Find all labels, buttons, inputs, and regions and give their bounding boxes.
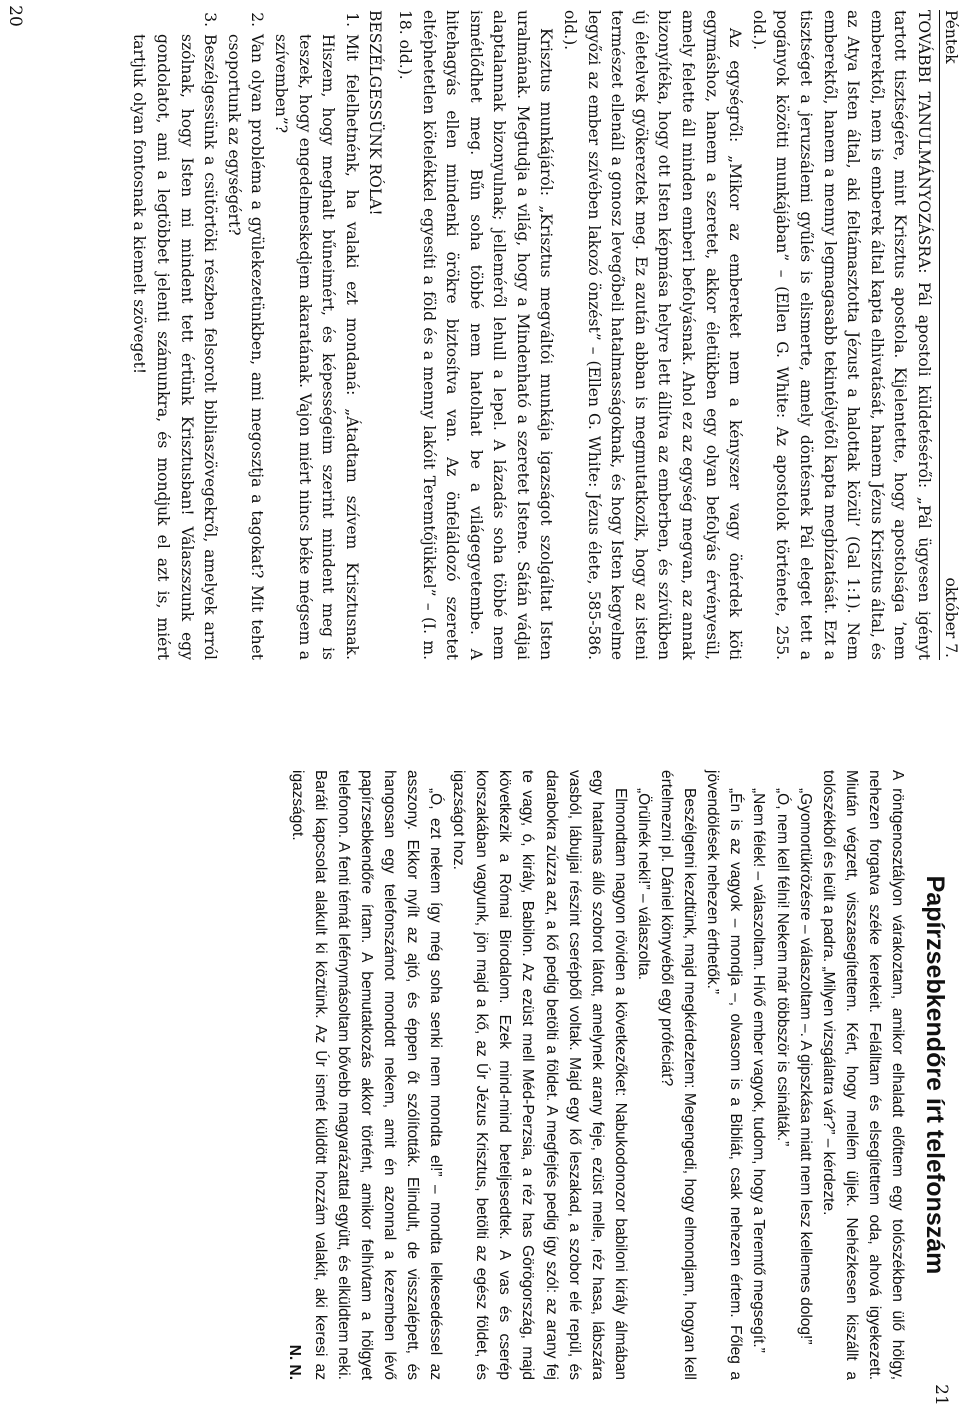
- discussion-questions: [127, 10, 363, 660]
- discussion-title: BESZÉLGESSÜNK RÓLA!: [366, 10, 385, 216]
- article-paragraph: „Én is az vagyok – mondja –, olvasom is a Bibliát, csak nehezen értem. Főleg a jövendölések nehezen érthetők.”: [704, 770, 745, 1380]
- left-page: [127, 10, 960, 660]
- paragraph-unity: Az egységről: „Mikor az embereket nem a kényszer vagy önérdek köti egymáshoz, hanem a szeretet, akkor életükben egy olyan befolyás érvényesül, amely felette áll minden emberi befolyásnak. Ahol ez az egység megvan, az annak bizonyítéka, hogy ott Isten képmása helyre lett állítva az emberben, és szívükben új életelvek gyökereztek meg. Ez azután abban is megmutatkozik, hogy az isteni természet ellenáll a gonosz levegőbeli hatalmasságoknak, és hogy Isten kegyelme legyőzi az ember szívében lakozó önzést” – (Ellen G. White: Jézus élete, 585-586. old.).: [561, 10, 745, 660]
- question-item: 2. Van olyan probléma a gyülekezetünkben, ami megosztja a tagokat? Mit tehet csoportunk az egységért?: [221, 32, 268, 660]
- article-paragraph: „Ó, nem kell félni! Nekem már többször is csinálták.”: [773, 788, 791, 1147]
- question-item: 1. Mit felelhetnénk, ha valaki ezt mondaná: „Átadtam szívem Krisztusnak. Hiszem, hogy meghalt bűneimért, és képességeim szerint mindent meg is teszek, hogy engedelmeskedjem akaratának. Vajon miért nincs béke mégsem a szívemben”?: [268, 32, 362, 660]
- page-header: [939, 10, 960, 660]
- question-item: 3. Beszélgessünk a csütörtöki részben felsorolt bibliaszövegekről, amelyek arról szólnak, hogy Isten mi mindent tett értünk Krisztusban! Válaszszunk egy gondolatot, ami a legtöbbet jelenti számunkra, és mondjuk el azt is, miért tartjuk olyan fontosnak a kiemelt szöveget!: [127, 32, 221, 660]
- article-paragraph: Elmondtam nagyon röviden a következőket: Nabukodonozor babiloni király álmában egy hatalmas álló szobrot látott, amelynek arany feje, ezüst melle, réz hasa, lábszára vasból, lábujjai részint cserépből voltak. Majd egy kő leszakad, a szobor elé repül, és darabokra zúzza azt, a kő pedig betölti a földet. A megfejtés pedig így szól: az arany fej te vagy, ó, király, Babilon. Az ezüst mell Méd-Perzsia, a réz has Görögország, majd következik a Római Birodalom. Ezek mind-mind beteljesedtek. A vas és cserép korszakában vagyunk, jön majd a kő, az Úr Jézus Krisztus, betölti az egész földet, és igazságot hoz.: [450, 770, 629, 1380]
- paragraph-christ-work: Krisztus munkájáról: „Krisztus megváltói munkája igazságot szolgáltat Isten uralmának. Megtudja a világ, hogy a Mindenható a szeretet Istene. Sátán vádjai alaptalannak bizonyulnak; jelleméről lehull a lepel. A lázadás soha többé nem ismétlődhet meg. Bűn soha többé nem hatolhat be a világegyetembe. A hitehagyás ellen mindenki örökre biztosítva van. Az önfeláldozó szeretet eltéphetetlen kötelékkel egyesíti a föld és a menny lakóit Teremtőjükkel” – (I. m. 18. old.).: [395, 10, 556, 660]
- article-paragraph: Beszélgetni kezdtünk, majd megkérdeztem: Megengedi, hogy elmondjam, hogyan kell értelmezni pl. Dániel könyvéből egy próféciát?: [658, 770, 699, 1380]
- article-title: Papírzsebkendőre írt telefonszám: [921, 875, 949, 1275]
- article-paragraph: „Örülnék neki!” – válaszolta.: [634, 788, 652, 981]
- date-label: október 7.: [942, 577, 960, 658]
- right-page-number: 21: [930, 1384, 951, 1406]
- paragraph-further-study: TOVÁBBI TANULMÁNYOZÁSRA: Pál apostoli küldetéséről: „Pál ügyesen igényt tartott tisztségére, mint Krisztus apostola. Kijelentette, hogy apostolsága ’nem emberektől, nem is emberek által kapta elhivatását, hanem Jézus Krisztus által, és az Atya Isten által, aki feltámasztotta Jézust a halottak közül’ (Gal 1:1). Nem emberektől, hanem a menny legmagasabb tekintélyétől kapta megbízatását. Ezt a tisztséget a jeruzsálemi gyűlés is elismerte, amely döntésnek Pál eleget tett a pogányok közötti munkájában” – (Ellen G. White: Az apostolok története, 255. old.).: [749, 10, 933, 660]
- left-page-number: 20: [4, 5, 25, 27]
- right-page: [283, 770, 948, 1380]
- article-paragraph: A röntgenosztályon várakoztam, amikor elhaladt előttem egy tolószékben ülő hölgy, nehezen forgatva széke kerekeit. Felálltam és elsegítettem oda, ahová igyekezett. Miután végzett, visszasegítettem. Kért, hogy mellém üljek. Nehézkesen kiszállt a tolószékből és leült a padra. „Milyen vizsgálatra vár?” – kérdezte.: [819, 770, 906, 1380]
- article-paragraph: „Ó, ezt nekem így még soha senki nem mondta el!” – mondta lelkesedéssel az asszony. Ekkor nyílt az ajtó, és éppen őt szólították. Elindult, de visszalépett, és hangosan egy telefonszámot mondott nekem, amit én azonnal a kezemben lévő papírzsebkendőre írtam. A bemutatkozás akkor történt, amikor felhívtam a hölgyet telefonon. A fenti témát lefénymásoltam bővebb magyarázattal együtt, és elküldtem neki. Baráti kapcsolat alakult ki köztünk. Az Úr ismét küldött hozzám valakit, aki keresi az igazságot.: [288, 770, 445, 1380]
- author-signature: N. N.: [286, 1344, 304, 1380]
- article-body: [283, 770, 909, 1380]
- article-paragraph: „Gyomortükrözésre – válaszoltam –. A gipszkása miatt nem lesz kellemes dolog!”: [796, 788, 814, 1345]
- study-text: [127, 10, 935, 660]
- day-label: Péntek: [942, 10, 960, 64]
- article-paragraph: „Nem félek! – válaszoltam. Hívő ember vagyok, tudom, hogy a Teremtő megsegít.”: [750, 788, 768, 1353]
